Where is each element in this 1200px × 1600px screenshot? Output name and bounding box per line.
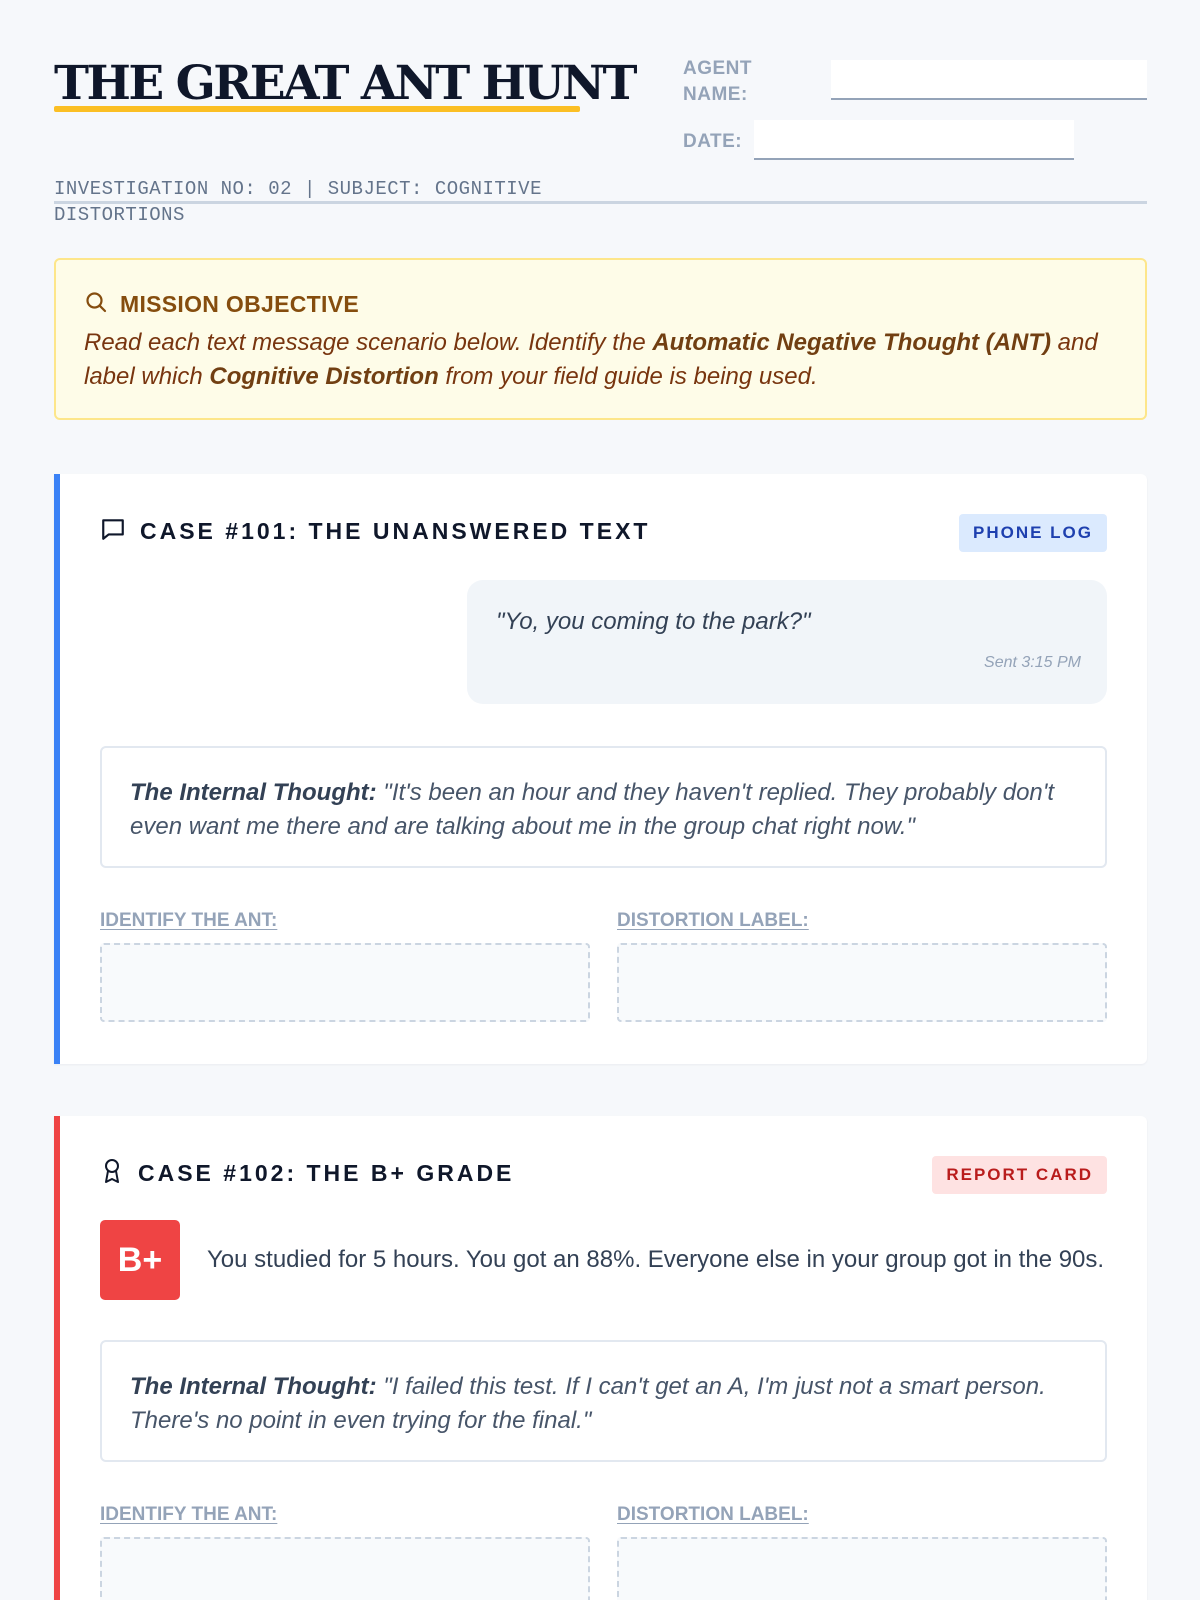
case-card-101 (54, 474, 1147, 1064)
thought-label: The Internal Thought: (130, 1373, 377, 1400)
case-accent-bar (54, 1116, 60, 1600)
case-title: CASE #102: THE B+ GRADE (138, 1160, 515, 1186)
page-subtitle: INVESTIGATION NO: 02 | SUBJECT: COGNITIVE DISTORTIONS (54, 178, 542, 226)
agent-name-field[interactable] (831, 60, 1147, 100)
page-title: THE GREAT ANT HUNT (54, 56, 635, 111)
thought-label: The Internal Thought: (130, 779, 377, 806)
search-icon (84, 290, 108, 319)
mission-title: MISSION OBJECTIVE (120, 291, 359, 317)
thought-text: "I failed this test. If I can't get an A, I'm just not a smart person. There's no point in even trying for the final." (130, 1373, 1046, 1434)
distortion-label: DISTORTION LABEL: (617, 1504, 809, 1525)
case-card-102 (54, 1116, 1147, 1600)
text-message-bubble (467, 580, 1107, 704)
phone-log-badge: PHONE LOG (959, 514, 1107, 552)
case-title: CASE #101: THE UNANSWERED TEXT (140, 518, 651, 544)
case-header (100, 516, 650, 547)
date-field[interactable] (754, 120, 1074, 160)
message-timestamp: Sent 3:15 PM (984, 654, 1081, 671)
chat-bubble-icon (100, 516, 126, 547)
mission-emphasis-distortion: Cognitive Distortion (209, 363, 439, 390)
message-text: "Yo, you coming to the park?" (496, 608, 811, 635)
mission-header (84, 290, 359, 319)
grade-badge: B+ (100, 1220, 180, 1300)
worksheet-header (54, 56, 1147, 226)
internal-thought-box (100, 746, 1107, 868)
date-label: DATE: (683, 131, 743, 152)
scenario-text: You studied for 5 hours. You got an 88%. Everyone else in your group got in the 90s. (207, 1246, 1105, 1273)
distortion-answer-box[interactable] (617, 943, 1107, 1022)
agent-name-label-line2: NAME: (683, 84, 748, 105)
mission-text-part: and label which (84, 329, 1098, 390)
mission-emphasis-ant: Automatic Negative Thought (ANT) (652, 329, 1051, 356)
distortion-answer-box[interactable] (617, 1537, 1107, 1600)
case-accent-bar (54, 474, 60, 1064)
distortion-label: DISTORTION LABEL: (617, 910, 809, 931)
identify-ant-label: IDENTIFY THE ANT: (100, 1504, 278, 1525)
identify-ant-answer-box[interactable] (100, 943, 590, 1022)
mission-text-part: from your field guide is being used. (438, 363, 818, 390)
agent-name-label-line1: AGENT (683, 58, 752, 79)
mission-objective-box (54, 258, 1147, 420)
identify-ant-label: IDENTIFY THE ANT: (100, 910, 278, 931)
mission-instructions (84, 326, 1114, 394)
award-ribbon-icon (100, 1158, 124, 1189)
mission-text-part: Read each text message scenario below. Identify the (84, 329, 653, 356)
thought-text: "It's been an hour and they haven't replied. They probably don't even want me there and are talking about me in the group chat right now." (130, 779, 1055, 840)
internal-thought-box (100, 1340, 1107, 1462)
report-card-badge: REPORT CARD (932, 1156, 1107, 1194)
identify-ant-answer-box[interactable] (100, 1537, 590, 1600)
case-header (100, 1158, 514, 1189)
